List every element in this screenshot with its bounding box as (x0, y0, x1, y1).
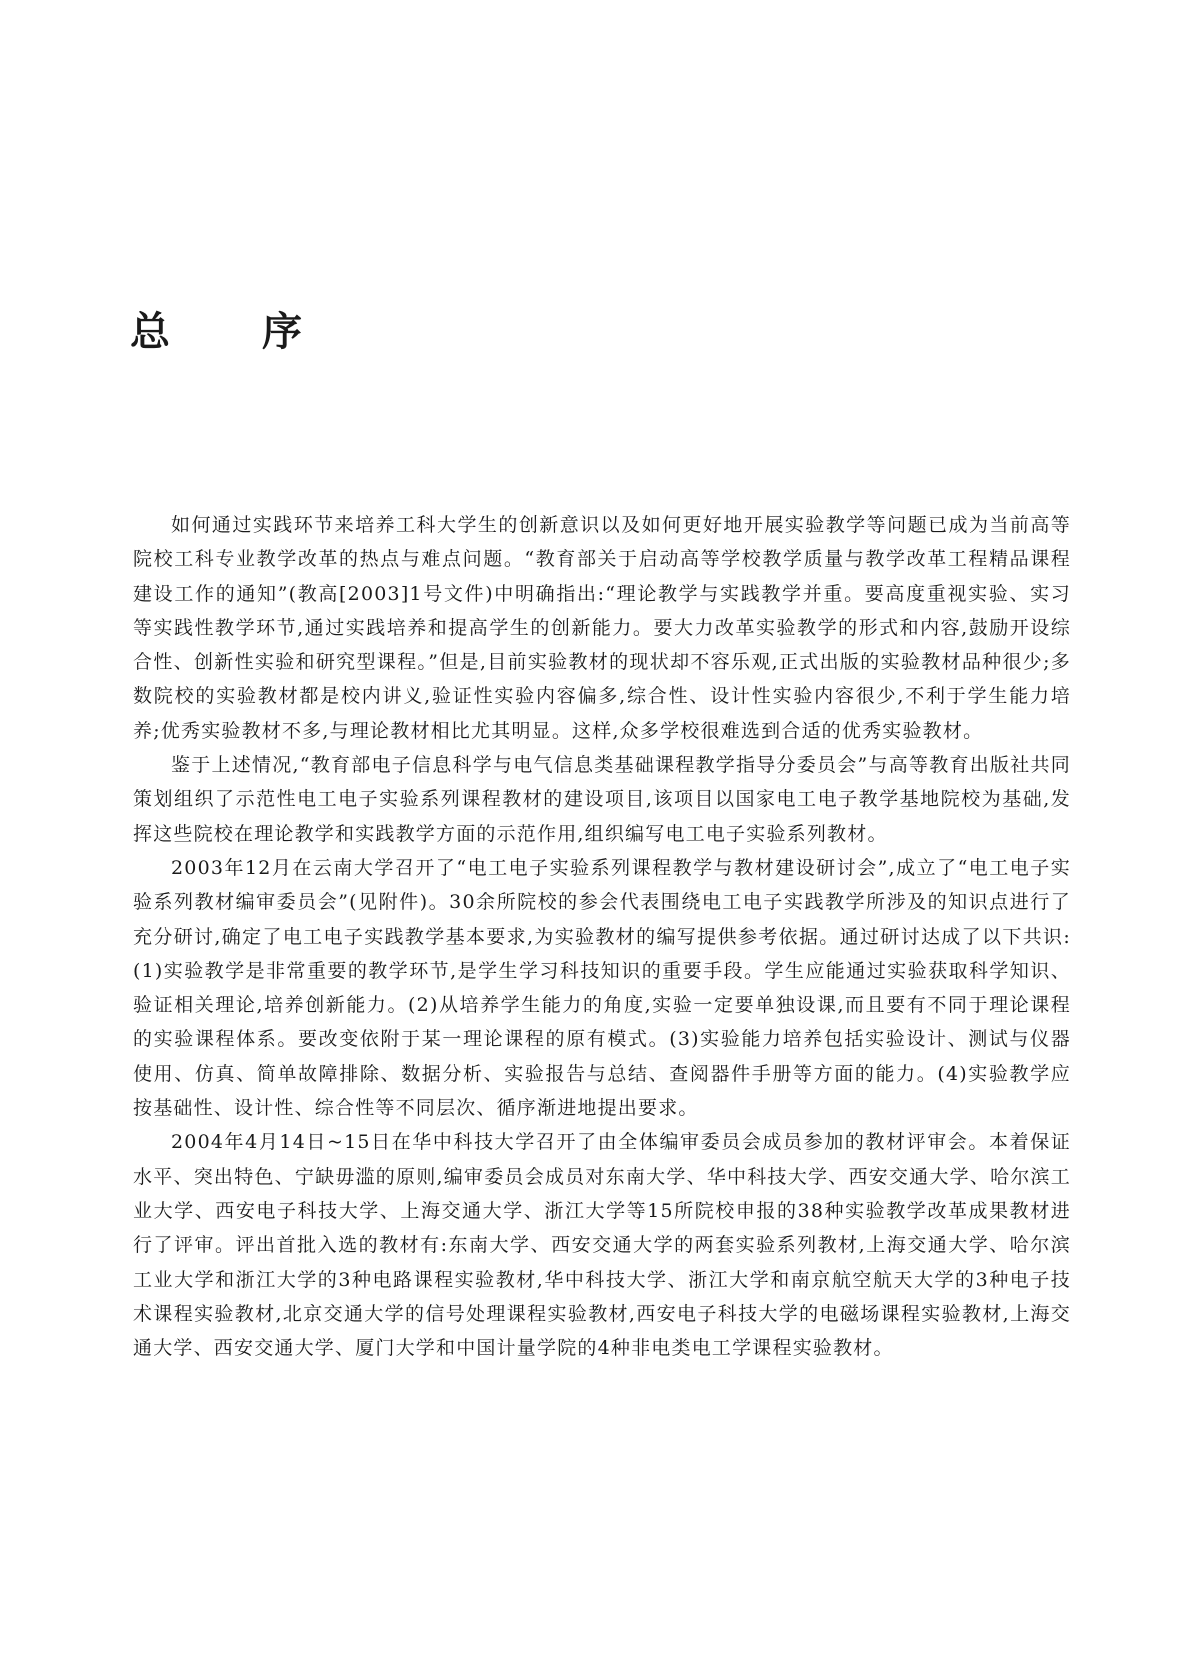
page-title-char-1: 总 (130, 309, 170, 355)
page-title (130, 309, 302, 355)
paragraph-2: 鉴于上述情况,“教育部电子信息科学与电气信息类基础课程教学指导分委员会”与高等教育出版社共同策划组织了示范性电工电子实验系列课程教材的建设项目,该项目以国家电工电子教学基地院校为基础,发挥这些院校在理论教学和实践教学方面的示范作用,组织编写电工电子实验系列教材。 (133, 754, 1071, 845)
page-title-char-2: 序 (262, 309, 302, 355)
paragraph-1: 如何通过实践环节来培养工科大学生的创新意识以及如何更好地开展实验教学等问题已成为当前高等院校工科专业教学改革的热点与难点问题。“教育部关于启动高等学校教学质量与教学改革工程精品课程建设工作的通知”(教高[2003]1号文件)中明确指出:“理论教学与实践教学并重。要高度重视实验、实习等实践性教学环节,通过实践培养和提高学生的创新能力。要大力改革实验教学的形式和内容,鼓励开设综合性、创新性实验和研究型课程。”但是,目前实验教材的现状却不容乐观,正式出版的实验教材品种很少;多数院校的实验教材都是校内讲义,验证性实验内容偏多,综合性、设计性实验内容很少,不利于学生能力培养;优秀实验教材不多,与理论教材相比尤其明显。这样,众多学校很难选到合适的优秀实验教材。 (133, 514, 1071, 742)
body-text (133, 508, 1071, 1365)
paragraph-4: 2004年4月14日~15日在华中科技大学召开了由全体编审委员会成员参加的教材评审会。本着保证水平、突出特色、宁缺毋滥的原则,编审委员会成员对东南大学、华中科技大学、西安交通大学、哈尔滨工业大学、西安电子科技大学、上海交通大学、浙江大学等15所院校申报的38种实验教学改革成果教材进行了评审。评出首批入选的教材有:东南大学、西安交通大学的两套实验系列教材,上海交通大学、哈尔滨工业大学和浙江大学的3种电路课程实验教材,华中科技大学、浙江大学和南京航空航天大学的3种电子技术课程实验教材,北京交通大学的信号处理课程实验教材,西安电子科技大学的电磁场课程实验教材,上海交通大学、西安交通大学、厦门大学和中国计量学院的4种非电类电工学课程实验教材。 (133, 1131, 1071, 1360)
paragraph-3: 2003年12月在云南大学召开了“电工电子实验系列课程教学与教材建设研讨会”,成立了“电工电子实验系列教材编审委员会”(见附件)。30余所院校的参会代表围绕电工电子实践教学所涉及的知识点进行了充分研讨,确定了电工电子实践教学基本要求,为实验教材的编写提供参考依据。通过研讨达成了以下共识:(1)实验教学是非常重要的教学环节,是学生学习科技知识的重要手段。学生应能通过实验获取科学知识、验证相关理论,培养创新能力。(2)从培养学生能力的角度,实验一定要单独设课,而且要有不同于理论课程的实验课程体系。要改变依附于某一理论课程的原有模式。(3)实验能力培养包括实验设计、测试与仪器使用、仿真、简单故障排除、数据分析、实验报告与总结、查阅器件手册等方面的能力。(4)实验教学应按基础性、设计性、综合性等不同层次、循序渐进地提出要求。 (133, 856, 1071, 1120)
